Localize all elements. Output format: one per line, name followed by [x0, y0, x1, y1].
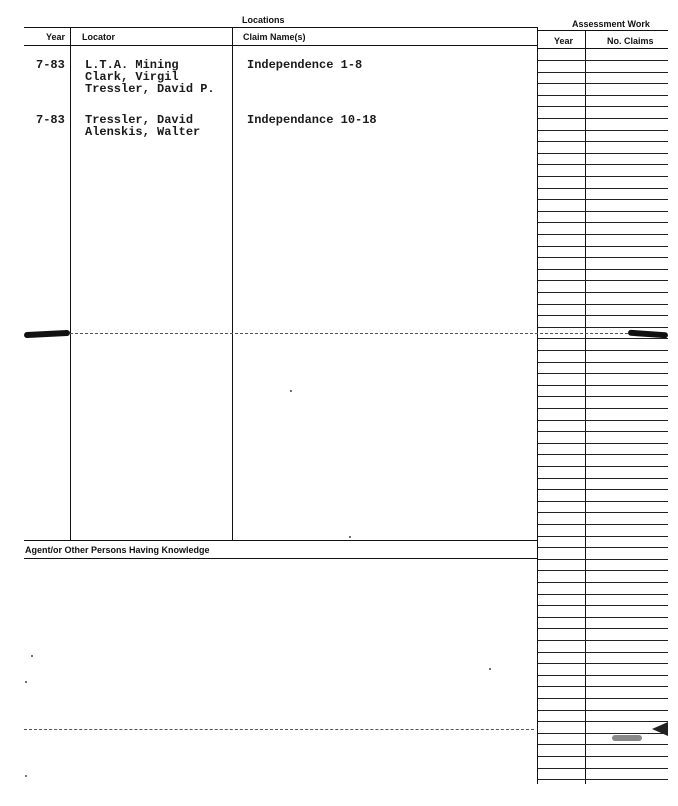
assessment-row-line: [538, 234, 668, 235]
assessment-row-line: [538, 478, 668, 479]
assessment-row-line: [538, 72, 668, 73]
assessment-header-bottom-rule: [538, 48, 668, 49]
assessment-row-line: [538, 536, 668, 537]
assessment-row-line: [538, 199, 668, 200]
assessment-row-line: [538, 431, 668, 432]
assessment-row-line: [538, 733, 668, 734]
lower-fold-line: [24, 729, 534, 731]
assessment-row-line: [538, 640, 668, 641]
assessment-row-line: [538, 524, 668, 525]
agent-section-label-rule: [24, 558, 537, 559]
assessment-row-line: [538, 396, 668, 397]
assessment-row-line: [538, 106, 668, 107]
assessment-row-line: [538, 60, 668, 61]
assessment-row-line: [538, 222, 668, 223]
entry-2-locator-1: Tressler, David: [85, 113, 194, 127]
left-fold-mark: [24, 330, 70, 338]
assessment-row-line: [538, 176, 668, 177]
assessment-row-line: [538, 385, 668, 386]
assessment-row-line: [538, 744, 668, 745]
assessment-row-line: [538, 83, 668, 84]
assessment-row-line: [538, 582, 668, 583]
assessment-row-line: [538, 95, 668, 96]
scan-speck: [25, 775, 27, 777]
assessment-row-line: [538, 547, 668, 548]
assessment-row-line: [538, 605, 668, 606]
assessment-row-line: [538, 118, 668, 119]
right-margin-arrow-mark: [652, 722, 668, 736]
entry-1-year: 7-83: [36, 58, 65, 72]
assessment-row-line: [538, 269, 668, 270]
assessment-row-line: [538, 768, 668, 769]
assessment-row-line: [538, 211, 668, 212]
fold-line-middle: [70, 333, 628, 335]
assessment-row-line: [538, 420, 668, 421]
assessment-row-line: [538, 257, 668, 258]
scan-speck: [612, 735, 642, 741]
scan-speck: [25, 681, 27, 683]
assessment-row-line: [538, 292, 668, 293]
assessment-row-line: [538, 570, 668, 571]
scan-speck: [31, 655, 33, 657]
assessment-row-line: [538, 698, 668, 699]
no-claims-column-header: No. Claims: [607, 36, 654, 46]
assessment-row-line: [538, 443, 668, 444]
entry-2-locator-2: Alenskis, Walter: [85, 125, 201, 139]
scan-speck: [349, 536, 351, 538]
assessment-row-line: [538, 362, 668, 363]
assessment-row-line: [538, 188, 668, 189]
assessment-row-line: [538, 489, 668, 490]
scan-speck: [489, 668, 491, 670]
assessment-row-line: [538, 164, 668, 165]
assessment-row-line: [538, 141, 668, 142]
assessment-row-line: [538, 408, 668, 409]
entry-1-locator-3: Tressler, David P.: [85, 82, 215, 96]
assessment-row-line: [538, 559, 668, 560]
assessment-row-line: [538, 338, 668, 339]
assessment-row-line: [538, 246, 668, 247]
assessment-row-line: [538, 512, 668, 513]
assessment-row-line: [538, 663, 668, 664]
agent-section-label: Agent/or Other Persons Having Knowledge: [25, 545, 210, 555]
assessment-row-line: [538, 501, 668, 502]
agent-section-top-rule: [24, 540, 537, 541]
locator-claim-divider: [232, 27, 233, 540]
assessment-row-line: [538, 304, 668, 305]
claim-names-column-header: Claim Name(s): [243, 32, 306, 42]
assessment-row-line: [538, 721, 668, 722]
locations-header-bottom-rule: [24, 45, 537, 46]
assessment-row-line: [538, 779, 668, 780]
assessment-row-line: [538, 710, 668, 711]
assessment-row-line: [538, 652, 668, 653]
assessment-year-column-header: Year: [554, 36, 574, 46]
assessment-top-rule: [538, 30, 668, 31]
assessment-row-line: [538, 280, 668, 281]
assessment-row-line: [538, 350, 668, 351]
assessment-row-line: [538, 686, 668, 687]
assessment-row-line: [538, 373, 668, 374]
assessment-work-header: Assessment Work: [572, 19, 650, 29]
assessment-row-line: [538, 594, 668, 595]
assessment-row-line: [538, 454, 668, 455]
assessment-row-line: [538, 153, 668, 154]
assessment-row-line: [538, 327, 668, 328]
scan-speck: [290, 390, 292, 392]
entry-1-locator-2: Clark, Virgil: [85, 70, 179, 84]
entry-1-claim-name: Independence 1-8: [247, 58, 363, 72]
entry-2-year: 7-83: [36, 113, 65, 127]
locations-top-rule: [24, 27, 537, 28]
entry-2-claim-name: Independance 10-18: [247, 113, 377, 127]
year-column-header: Year: [46, 32, 66, 42]
year-locator-divider: [70, 27, 71, 540]
assessment-row-line: [538, 315, 668, 316]
locator-column-header: Locator: [82, 32, 116, 42]
assessment-row-line: [538, 617, 668, 618]
assessment-row-line: [538, 130, 668, 131]
assessment-row-line: [538, 675, 668, 676]
assessment-row-line: [538, 756, 668, 757]
entry-1-locator-1: L.T.A. Mining: [85, 58, 179, 72]
assessment-row-line: [538, 466, 668, 467]
assessment-row-line: [538, 628, 668, 629]
assessment-year-claims-divider: [585, 30, 586, 784]
locations-header: Locations: [242, 15, 285, 25]
